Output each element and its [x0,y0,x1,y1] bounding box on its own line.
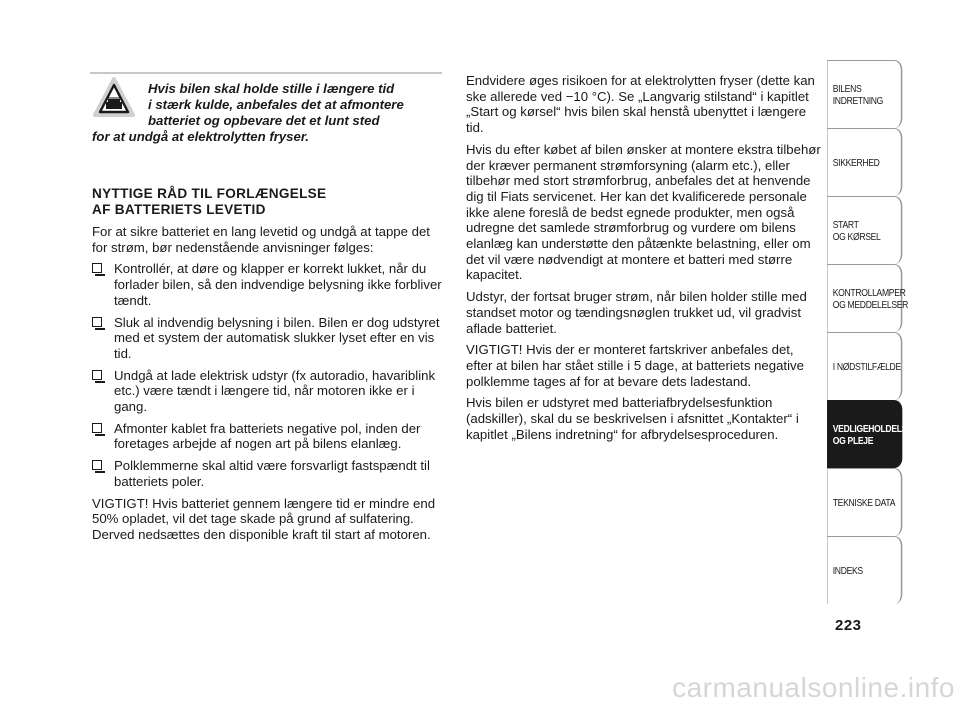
tab-label: START [832,219,859,231]
list-item [92,458,447,489]
tab-label: SIKKERHED [832,157,880,169]
paragraph: Hvis bilen er udstyret med batteriafbrydelsesfunktion (adskiller), skal du se beskrivelsen i afsnittet „Kontakter“ i kapitlet „Bilens indretning“ for afbrydelsesproceduren. [466,395,799,442]
section-intro: For at sikre batteriet en lang levetid og undgå at tappe det for strøm, bør nedenstående anvisninger følges: [92,224,430,255]
list-item-text: Undgå at lade elektrisk udstyr (fx autoradio, havariblink etc.) være tændt i længere tid, når motoren ikke er i gang. [114,367,436,415]
tab-label: BILENS [832,83,862,95]
tab-label: TEKNISKE DATA [832,497,896,509]
warning-line: i stærk kulde, anbefales det at afmontere [148,97,404,112]
tab-sikkerhed[interactable] [827,128,902,196]
tab-tekniske-data[interactable] [827,468,902,536]
tab-indeks[interactable] [827,536,902,604]
checkbox-bullet-icon [92,317,102,327]
section-heading [92,186,447,218]
warning-line: Hvis bilen skal holde stille i længere tid [148,81,395,96]
list-item [92,261,447,308]
tab-vedligeholdelse-og-pleje[interactable] [827,400,913,468]
tips-list [92,261,447,489]
section-heading-line: AF BATTERIETS LEVETID [92,202,266,217]
tab-bilens-indretning[interactable] [827,60,902,128]
list-item [92,421,447,452]
list-item-text: Afmonter kablet fra batteriets negative pol, inden der foretages arbejde af nogen art på bilens elanlæg. [114,420,421,452]
tab-label: OG MEDDELELSER [832,299,909,311]
list-item [92,368,447,415]
list-item [92,315,447,362]
tab-label: VEDLIGEHOLDELSE [832,423,913,435]
tab-label: OG PLEJE [832,435,874,447]
section-heading-line: NYTTIGE RÅD TIL FORLÆNGELSE [92,186,327,201]
checkbox-bullet-icon [92,370,102,380]
right-column [466,73,821,448]
paragraph: VIGTIGT! Hvis der er monteret fartskriver anbefales det, efter at bilen har stået stille i 5 dage, at batteriets negative polklemme tages af for at bevare dets ladestand. [466,342,804,389]
warning-note [92,81,448,145]
paragraph: Hvis du efter købet af bilen ønsker at montere ekstra tilbehør der kræver permanent strømforsyning (alarm etc.), eller tilbehør med stort strømforbrug, anbefales det at henvende dig til Fiats servicenet. Her kan det kvalificerede personale ikke alene foreslå de bedst egnede produkter, men også udregne det samlede strømforbrug og vurdere om bilens elanlæg kan understøtte den påtænkte belastning, eller om det vil være nødvendigt at montere et batteri med større kapacitet. [466,141,821,283]
warning-line: for at undgå at elektrolytten fryser. [92,129,309,144]
left-column [92,186,447,549]
tab-kontrollamper[interactable] [827,264,909,332]
tab-label: INDRETNING [832,95,884,107]
watermark: carmanualsonline.info [672,672,955,703]
tab-label: KONTROLLAMPER [832,287,906,299]
checkbox-bullet-icon [92,263,102,273]
warning-line: batteriet og opbevare det et lunt sted [148,113,380,128]
important-note: VIGTIGT! Hvis batteriet gennem længere tid er mindre end 50% opladet, vil det tage skade på grund af sulfatering. Derved nedsættes den disponible kraft til start af motoren. [92,495,436,542]
tab-label: OG KØRSEL [832,231,881,243]
warning-top-rule [90,72,442,74]
tab-start-og-korsel[interactable] [827,196,902,264]
paragraph: Udstyr, der fortsat bruger strøm, når bilen holder stille med standset motor og tændingsnøglen trukket ud, vil gradvist aflade batteriet. [466,289,807,336]
tab-label: INDEKS [832,565,863,577]
tab-i-nodstilfaelde[interactable] [827,332,902,400]
checkbox-bullet-icon [92,423,102,433]
chapter-tabs [827,60,919,604]
list-item-text: Kontrollér, at døre og klapper er korrekt lukket, når du forlader bilen, så den indvendige belysning ikke forbliver tændt. [114,261,442,308]
tab-label: I NØDSTILFÆLDE [832,361,901,373]
checkbox-bullet-icon [92,460,102,470]
list-item-text: Polklemmerne skal altid være forsvarligt fastspændt til batteriets poler. [114,458,430,489]
paragraph: Endvidere øges risikoen for at elektrolytten fryser (dette kan ske allerede ved −10 °C). Se „Langvarig stilstand“ i kapitlet „Start og kørsel“ hvis bilen skal henstå ubenyttet i længere tid. [466,73,815,136]
list-item-text: Sluk al indvendig belysning i bilen. Bilen er dog udstyret med et system der automatisk slukker lyset efter en vis tid. [114,314,440,361]
page-number: 223 [835,617,862,634]
